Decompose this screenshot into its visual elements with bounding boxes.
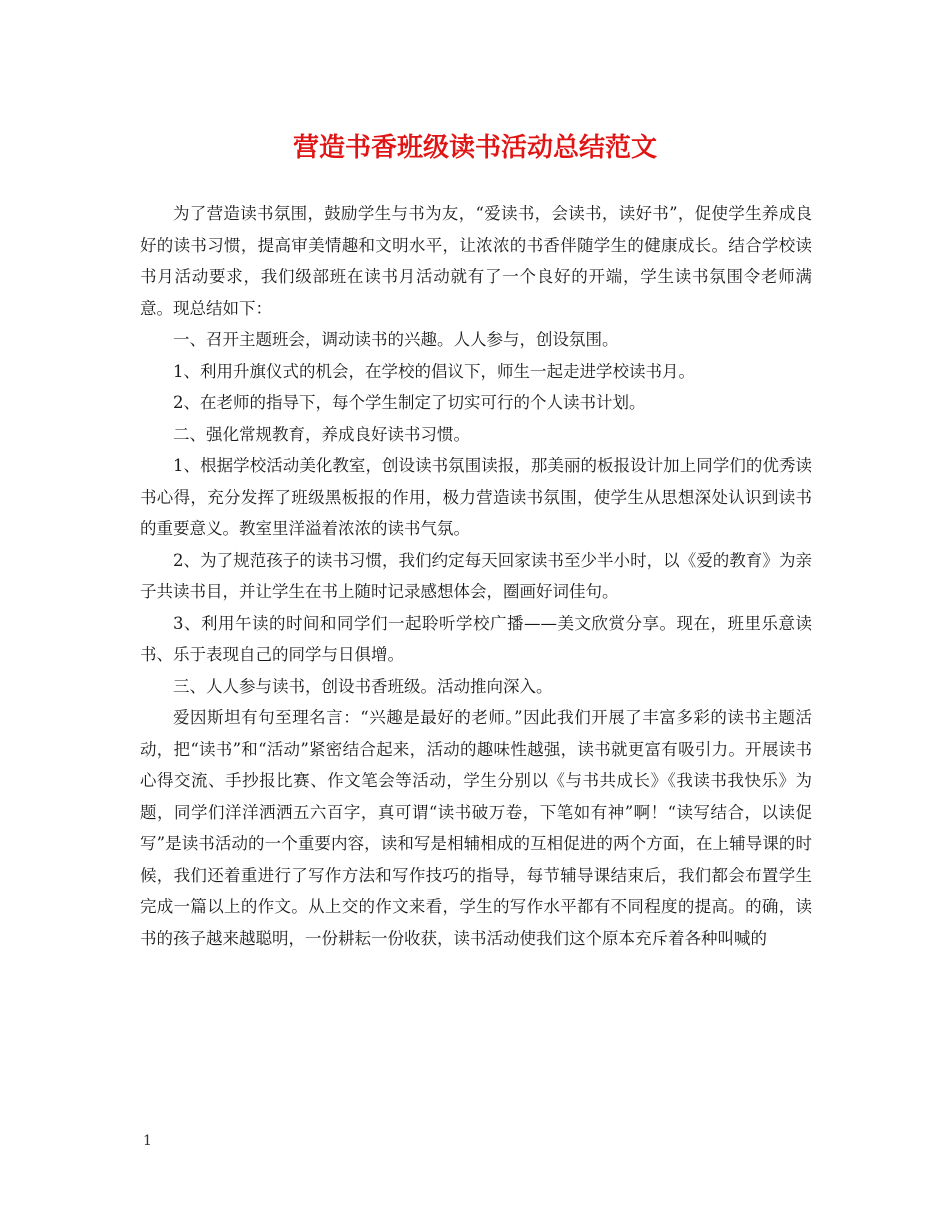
paragraph-section-1-item-2: 2、在老师的指导下，每个学生制定了切实可行的个人读书计划。	[173, 393, 646, 412]
paragraph-section-2-item-3: 3、利用午读的时间和同学们一起聆听学校广播——美文欣赏分享。现在，班里乐意读书、乐于表现自己的同学与日俱增。	[140, 613, 812, 664]
paragraph-section-2-item-2: 2、为了规范孩子的读书习惯，我们约定每天回家读书至少半小时，以《爱的教育》为亲子共读书目，并让学生在书上随时记录感想体会，圈画好词佳句。	[140, 550, 812, 601]
page-number: 1	[143, 1133, 152, 1149]
document-body	[140, 198, 812, 954]
paragraph-section-3-body: 爱因斯坦有句至理名言：“兴趣是最好的老师。”因此我们开展了丰富多彩的读书主题活动，把“读书”和“活动”紧密结合起来，活动的趣味性越强，读书就更富有吸引力。开展读书心得交流、手抄报比赛、作文笔会等活动，学生分别以《与书共成长》《我读书我快乐》为题，同学们洋洋洒洒五六百字，真可谓“读书破万卷，下笔如有神”啊！“读写结合，以读促写”是读书活动的一个重要内容，读和写是相辅相成的互相促进的两个方面，在上辅导课的时候，我们还着重进行了写作方法和写作技巧的指导，每节辅导课结束后，我们都会布置学生完成一篇以上的作文。从上交的作文来看，学生的写作水平都有不同程度的提高。的确，读书的孩子越来越聪明，一份耕耘一份收获，读书活动使我们这个原本充斥着各种叫喊的	[140, 708, 812, 948]
document-title: 营造书香班级读书活动总结范文	[292, 133, 657, 163]
paragraph-section-1-heading: 一、召开主题班会，调动读书的兴趣。人人参与，创设氛围。	[173, 330, 619, 349]
paragraph-intro: 为了营造读书氛围，鼓励学生与书为友，“爱读书，会读书，读好书”，促使学生养成良好的读书习惯，提高审美情趣和文明水平，让浓浓的书香伴随学生的健康成长。结合学校读书月活动要求，我们级部班在读书月活动就有了一个良好的开端，学生读书氛围令老师满意。现总结如下：	[140, 204, 812, 318]
paragraph-section-3-heading: 三、人人参与读书，创设书香班级。活动推向深入。	[173, 676, 553, 696]
paragraph-section-2-heading: 二、强化常规教育，养成良好读书习惯。	[173, 424, 470, 444]
paragraph-section-2-item-1: 1、根据学校活动美化教室，创设读书氛围读报，那美丽的板报设计加上同学们的优秀读书心得，充分发挥了班级黑板报的作用，极力营造读书氛围，使学生从思想深处认识到读书的重要意义。教室里洋溢着浓浓的读书气氛。	[140, 456, 812, 538]
paragraph-section-1-item-1: 1、利用升旗仪式的机会，在学校的倡议下，师生一起走进学校读书月。	[173, 361, 695, 381]
